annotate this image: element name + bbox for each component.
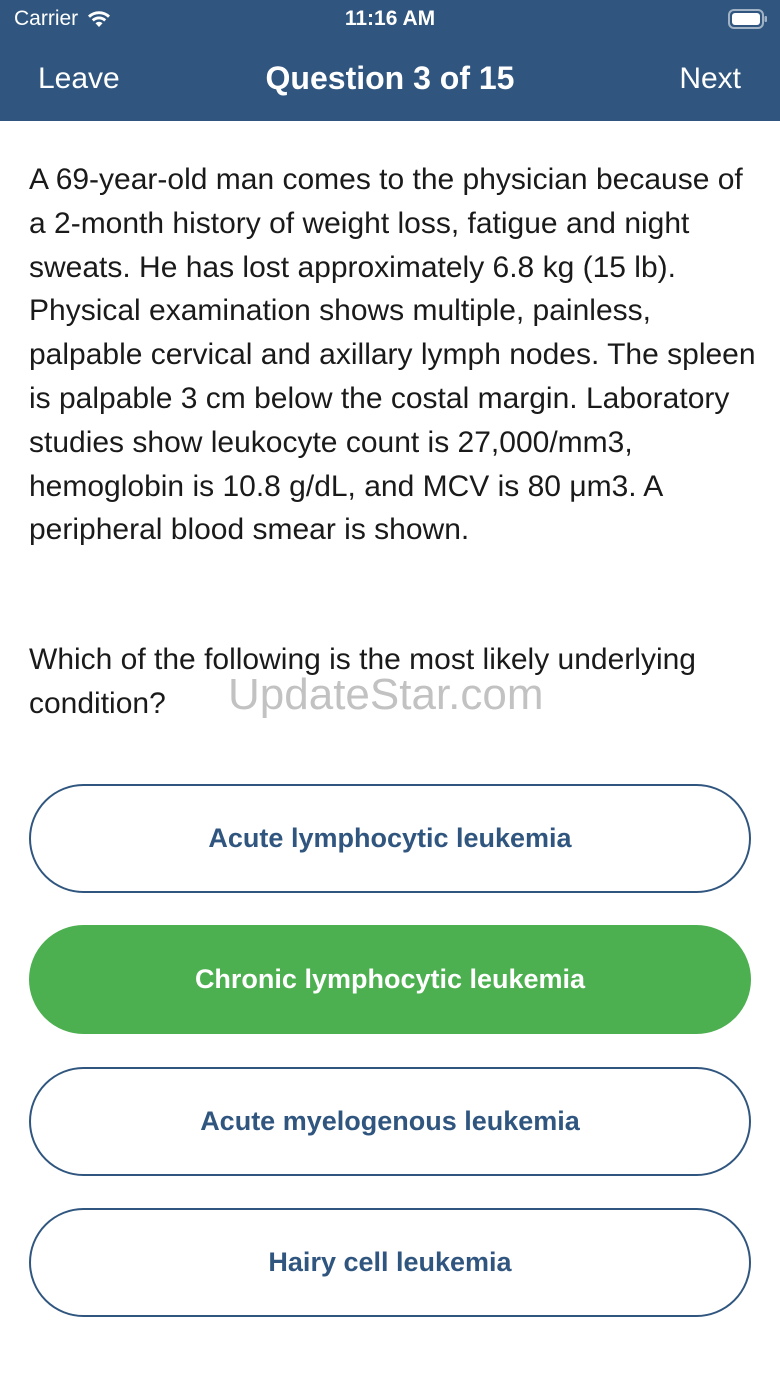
answer-option-label: Chronic lymphocytic leukemia — [194, 964, 586, 994]
answer-option-4[interactable] — [29, 1208, 751, 1317]
answer-option-3[interactable] — [29, 1067, 751, 1176]
question-stem: A 69-year-old man comes to the physician because of a 2-month history of weight loss, fatigue and night sweats. He has lost approximately 6.8 kg (15 lb). Physical examination shows multiple, painless, palpable cervical and axillary lymph nodes. The spleen is palpable 3 cm below the costal margin. Laboratory studies show leukocyte count is 27,000/mm3, hemoglobin is 10.8 g/dL, and MCV is 80 μm3. A peripheral blood smear is shown. — [29, 163, 756, 547]
next-button[interactable]: Next — [679, 62, 741, 95]
status-time: 11:16 AM — [344, 7, 436, 30]
answer-option-2-selected[interactable] — [29, 925, 751, 1034]
watermark: UpdateStar.com — [228, 670, 544, 719]
answer-option-label: Acute myelogenous leukemia — [200, 1106, 580, 1136]
battery-icon — [728, 9, 768, 29]
leave-button[interactable]: Leave — [38, 62, 120, 95]
status-bar — [0, 0, 780, 40]
answer-option-1[interactable] — [29, 784, 751, 893]
question-counter-title: Question 3 of 15 — [265, 60, 515, 96]
answer-option-label: Hairy cell leukemia — [268, 1247, 512, 1277]
navigation-bar — [0, 52, 780, 108]
app-header — [0, 0, 780, 121]
question-prompt: Which of the following is the most likely underlying condition? — [29, 643, 696, 720]
carrier-label: Carrier — [14, 7, 79, 30]
answer-option-label: Acute lymphocytic leukemia — [208, 823, 572, 853]
